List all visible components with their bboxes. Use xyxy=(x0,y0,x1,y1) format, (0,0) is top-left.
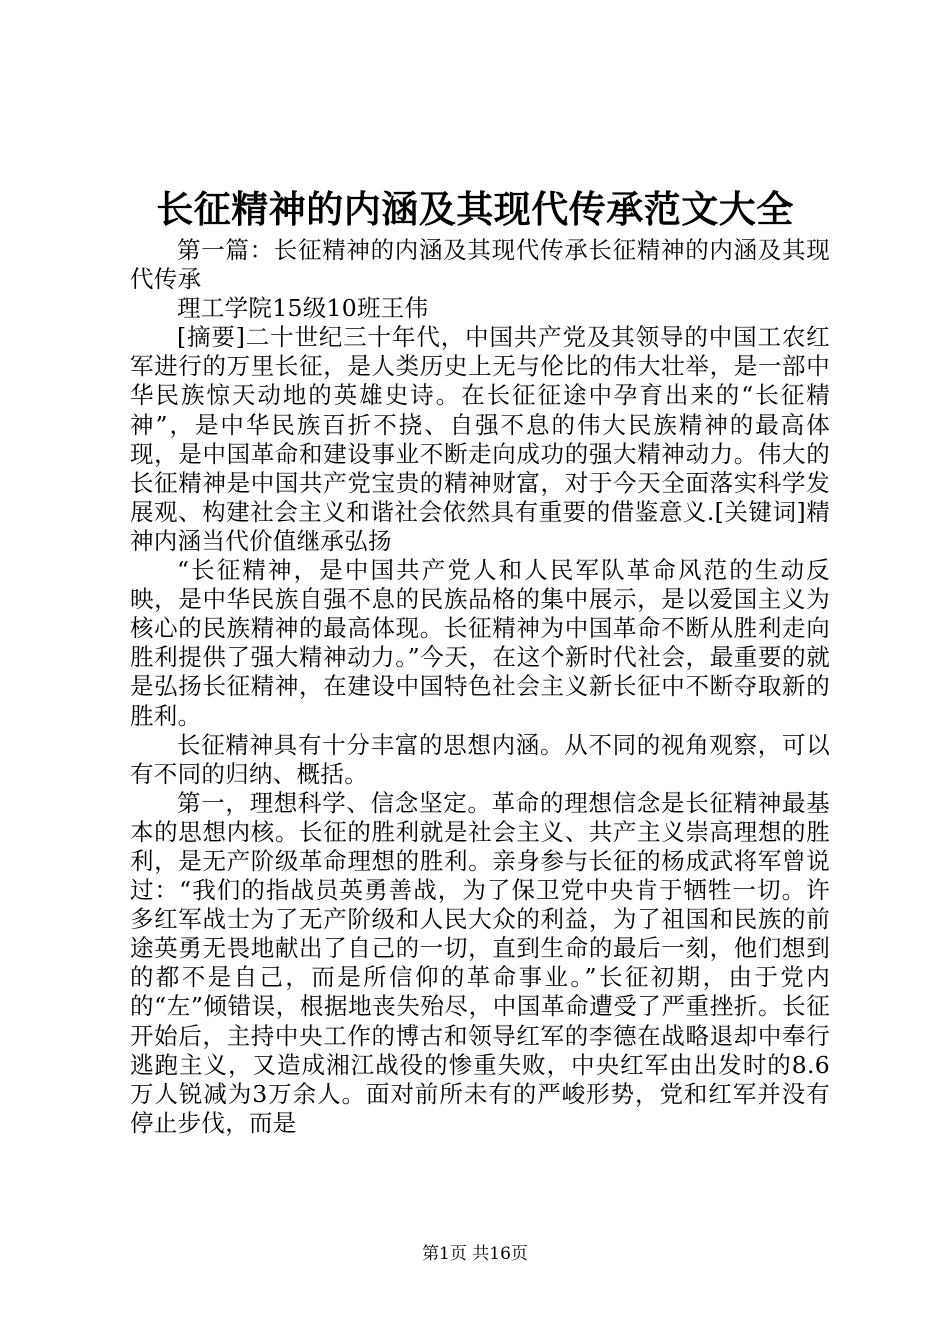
paragraph-quote: “长征精神，是中国共产党人和人民军队革命风范的生动反映，是中华民族自强不息的民族品格的集中展示，是以爱国主义为核心的民族精神的最高体现。长征精神为中国革命不断从胜利走向胜利提供了强大精神动力。”今天，在这个新时代社会，最重要的就是弘扬长征精神，在建设中国特色社会主义新长征中不断夺取新的胜利。 xyxy=(130,556,830,730)
paragraph-intro: 长征精神具有十分丰富的思想内涵。从不同的视角观察，可以有不同的归纳、概括。 xyxy=(130,730,830,788)
paragraph-abstract: [摘要]二十世纪三十年代，中国共产党及其领导的中国工农红军进行的万里长征，是人类历史上无与伦比的伟大壮举，是一部中华民族惊天动地的英雄史诗。在长征征途中孕育出来的“长征精神”，是中华民族百折不挠、自强不息的伟大民族精神的最高体现，是中国革命和建设事业不断走向成功的强大精神动力。伟大的长征精神是中国共产党宝贵的精神财富，对于今天全面落实科学发展观、构建社会主义和谐社会依然具有重要的借鉴意义.[关键词]精神内涵当代价值继承弘扬 xyxy=(130,323,830,555)
paragraph-heading: 第一篇：长征精神的内涵及其现代传承长征精神的内涵及其现代传承 xyxy=(130,236,830,294)
paragraph-author: 理工学院15级10班王伟 xyxy=(177,294,429,323)
paragraph-first-point: 第一，理想科学、信念坚定。革命的理想信念是长征精神最基本的思想内核。长征的胜利就是社会主义、共产主义崇高理想的胜利，是无产阶级革命理想的胜利。亲身参与长征的杨成武将军曾说过：“我们的指战员英勇善战，为了保卫党中央肯于牺牲一切。许多红军战士为了无产阶级和人民大众的利益，为了祖国和民族的前途英勇无畏地献出了自己的一切，直到生命的最后一刻，他们想到的都不是自己，而是所信仰的革命事业。”长征初期，由于党内的“左”倾错误，根据地丧失殆尽，中国革命遭受了严重挫折。长征开始后，主持中央工作的博古和领导红军的李德在战略退却中奉行逃跑主义，又造成湘江战役的惨重失败，中央红军由出发时的8.6万人锐减为3万余人。面对前所未有的严峻形势，党和红军并没有停止步伐，而是 xyxy=(130,788,830,1137)
document-body xyxy=(130,236,830,1138)
document-title: 长征精神的内涵及其现代传承范文大全 xyxy=(156,187,794,231)
page-footer: 第1页 共16页 xyxy=(422,1244,528,1264)
